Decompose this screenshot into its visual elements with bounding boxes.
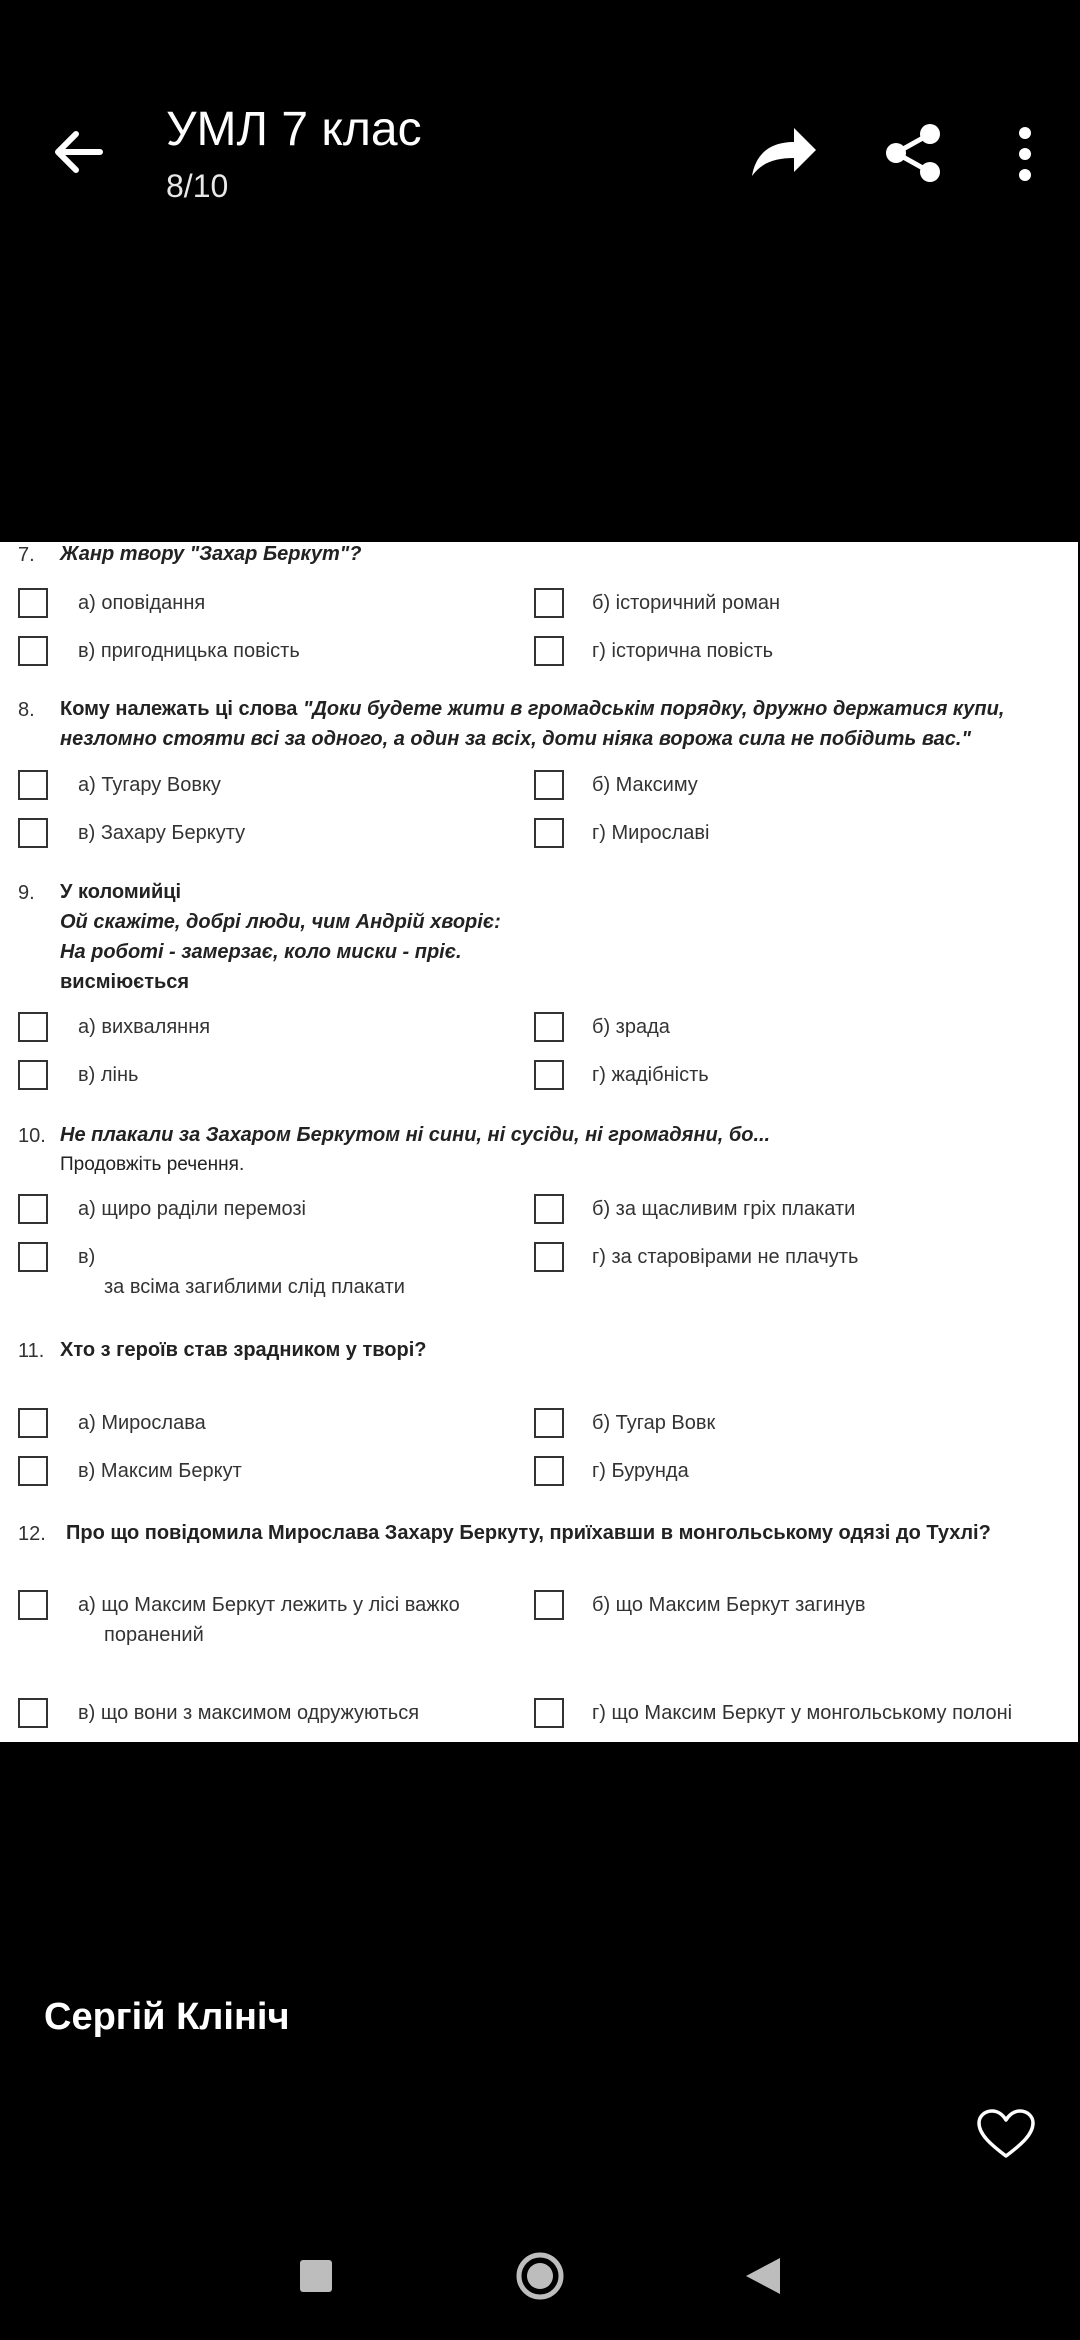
question-text: висміюється [60, 971, 190, 993]
option-label: в) [78, 1246, 96, 1268]
question-quote-line-2: незломно стояти всі за одного, а один за всіх, доти ніяка ворожа сила не побідить вас." [60, 728, 971, 750]
checkbox[interactable] [534, 818, 564, 848]
option-label: б) Максиму [592, 774, 698, 796]
option-label: г) що Максим Беркут у монгольському полоні [592, 1702, 1013, 1724]
checkbox[interactable] [534, 770, 564, 800]
question-text: Не плакали за Захаром Беркутом ні сини, ні сусіди, ні громадяни, бо... [60, 1124, 771, 1146]
checkbox[interactable] [18, 1456, 48, 1486]
option-label: в) пригодницька повість [78, 640, 300, 662]
checkbox[interactable] [18, 1194, 48, 1224]
option-label: г) жадібність [592, 1064, 709, 1086]
question-text [60, 694, 1004, 724]
option-label: б) зрада [592, 1016, 670, 1038]
checkbox[interactable] [534, 1698, 564, 1728]
option-label: в) Захару Беркуту [78, 822, 246, 844]
question-text: Хто з героїв став зрадником у творі? [60, 1339, 427, 1361]
question-quote-line-1: "Доки будете жити в громадськім порядку, дружно держатися купи, [302, 698, 1005, 720]
forward-icon[interactable] [748, 122, 818, 182]
option-label: б) що Максим Беркут загинув [592, 1594, 866, 1616]
arrow-left-icon[interactable] [48, 122, 108, 182]
question-number: 12. [18, 1523, 46, 1545]
option-label: г) Мирославі [592, 822, 710, 844]
checkbox[interactable] [534, 636, 564, 666]
option-label: б) історичний роман [592, 592, 780, 614]
checkbox[interactable] [534, 1408, 564, 1438]
page-counter: 8/10 [166, 168, 229, 204]
option-label: г) за старовірами не плачуть [592, 1246, 859, 1268]
checkbox[interactable] [18, 1242, 48, 1272]
question-text: Про що повідомила Мирослава Захару Беркуту, приїхавши в монгольському одязі до Тухлі? [66, 1522, 991, 1544]
option-label: а) Тугару Вовку [78, 774, 221, 796]
worksheet-image[interactable] [0, 542, 1078, 1742]
option-label: г) Бурунда [592, 1460, 689, 1482]
poem-line: Ой скажіте, добрі люди, чим Андрій хворіє: [60, 911, 501, 933]
checkbox[interactable] [18, 1012, 48, 1042]
heart-icon[interactable] [976, 2108, 1036, 2160]
checkbox[interactable] [534, 588, 564, 618]
option-label: б) Тугар Вовк [592, 1412, 716, 1434]
checkbox[interactable] [18, 1408, 48, 1438]
checkbox[interactable] [534, 1456, 564, 1486]
home-button[interactable] [514, 2250, 566, 2302]
question-number: 7. [18, 544, 35, 566]
option-label: а) Мирослава [78, 1412, 206, 1434]
option-label: а) вихваляння [78, 1016, 211, 1038]
option-label: а) що Максим Беркут лежить у лісі важко [78, 1594, 460, 1616]
checkbox[interactable] [18, 588, 48, 618]
question-number: 10. [18, 1125, 46, 1147]
question-lead: Кому належать ці слова [60, 698, 303, 720]
checkbox[interactable] [18, 1698, 48, 1728]
option-label: в) Максим Беркут [78, 1460, 242, 1482]
question-number: 11. [18, 1340, 45, 1362]
checkbox[interactable] [18, 1060, 48, 1090]
checkbox[interactable] [534, 1060, 564, 1090]
checkbox[interactable] [534, 1012, 564, 1042]
checkbox[interactable] [18, 818, 48, 848]
recents-button[interactable] [300, 2260, 332, 2292]
checkbox[interactable] [18, 770, 48, 800]
option-label: в) лінь [78, 1064, 139, 1086]
checkbox[interactable] [18, 1590, 48, 1620]
option-label: а) оповідання [78, 592, 206, 614]
option-label: а) щиро раділи перемозі [78, 1198, 306, 1220]
option-label: б) за щасливим гріх плакати [592, 1198, 856, 1220]
option-label-continued: поранений [104, 1624, 204, 1646]
question-number: 9. [18, 882, 35, 904]
top-app-bar [0, 0, 1080, 260]
question-text: Жанр твору "Захар Беркут"? [60, 543, 362, 565]
option-label: в) що вони з максимом одружуються [78, 1702, 420, 1724]
checkbox[interactable] [18, 636, 48, 666]
checkbox[interactable] [534, 1194, 564, 1224]
share-icon[interactable] [884, 122, 944, 184]
question-subtext: Продовжіть речення. [60, 1154, 245, 1175]
poem-line: На роботі - замерзає, коло миски - пріє. [60, 941, 462, 963]
question-number: 8. [18, 699, 35, 721]
option-label-continued: за всіма загиблими слід плакати [104, 1276, 405, 1298]
author-name[interactable]: Сергій Клініч [44, 1996, 290, 2038]
question-title: У коломийці [60, 881, 182, 903]
more-vertical-icon[interactable] [1010, 126, 1040, 182]
system-back-button[interactable] [740, 2254, 784, 2298]
option-label: г) історична повість [592, 640, 774, 662]
checkbox[interactable] [534, 1590, 564, 1620]
checkbox[interactable] [534, 1242, 564, 1272]
page-title: УМЛ 7 клас [166, 103, 422, 156]
